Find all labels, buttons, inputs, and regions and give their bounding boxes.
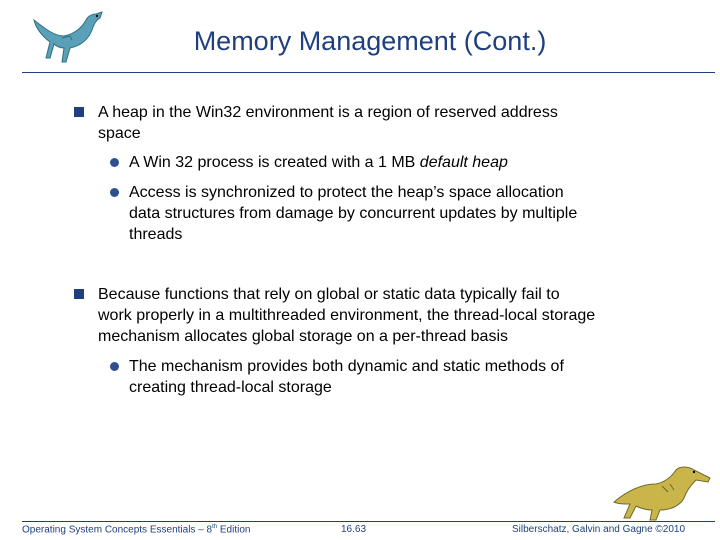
sub-bullet-item xyxy=(110,182,650,246)
sub-bullet-text: data structures from damage by concurrent updates by multiple xyxy=(129,205,578,222)
bullet-dot-icon xyxy=(110,188,119,197)
bullet-square-icon xyxy=(74,289,84,299)
sub-bullet-text: Access is synchronized to protect the heap’s space allocation xyxy=(129,184,564,201)
sub-bullet-emphasis: default heap xyxy=(419,154,508,171)
footer-book-suffix: Edition xyxy=(217,524,251,536)
bullet-item xyxy=(74,102,634,146)
bullet-item xyxy=(74,284,674,348)
footer-copyright: Silberschatz, Galvin and Gagne ©2010 xyxy=(512,524,686,535)
bullet-text: Because functions that rely on global or static data typically fail to xyxy=(98,286,560,303)
sub-bullet-text: creating thread-local storage xyxy=(129,379,332,396)
sub-bullet-item xyxy=(110,356,650,400)
footer-divider xyxy=(22,521,715,522)
bullet-text: space xyxy=(98,125,141,142)
bullet-dot-icon xyxy=(110,158,119,167)
bullet-text: work properly in a multithreaded environment, the thread-local storage xyxy=(98,307,596,324)
sub-bullet-text: threads xyxy=(129,226,183,243)
sub-bullet-text: The mechanism provides both dynamic and static methods of xyxy=(129,358,564,375)
bullet-text: A heap in the Win32 environment is a region of reserved address xyxy=(98,104,558,121)
footer-book-prefix: Operating System Concepts Essentials – 8 xyxy=(22,524,213,536)
bullet-dot-icon xyxy=(110,362,119,371)
title-divider xyxy=(22,72,715,73)
bullet-square-icon xyxy=(74,107,84,117)
sub-bullet-text-prefix: A Win 32 process is created with a 1 MB xyxy=(129,154,420,171)
dinosaur-icon xyxy=(610,462,718,524)
sub-bullet-item xyxy=(110,152,630,174)
footer-page-number: 16.63 xyxy=(341,524,367,535)
footer-book-sup: th xyxy=(212,524,218,530)
footer-book-title xyxy=(22,524,250,535)
slide-title: Memory Management (Cont.) xyxy=(193,26,547,56)
bullet-text: mechanism allocates global storage on a per-thread basis xyxy=(98,328,509,345)
sub-bullet-text xyxy=(129,152,508,173)
